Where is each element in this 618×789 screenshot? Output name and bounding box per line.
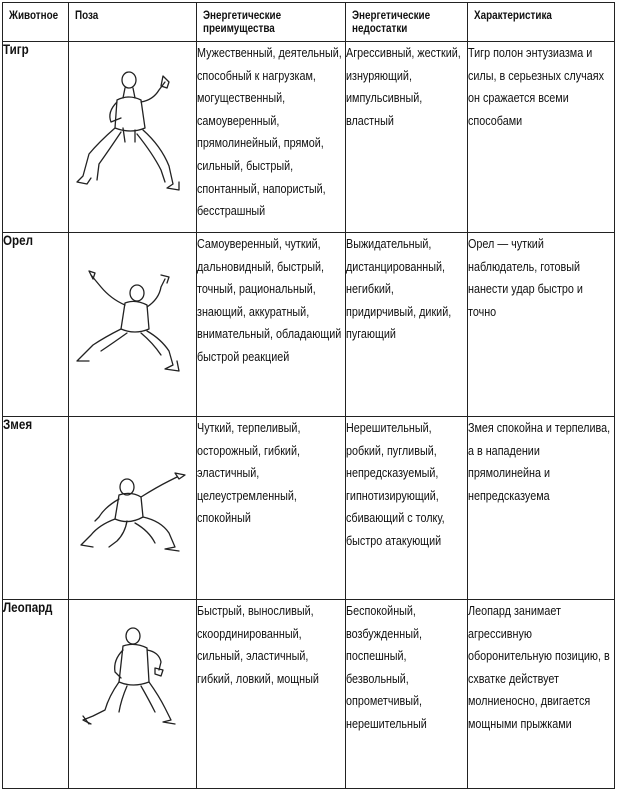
advantages-cell: Мужественный, деятельный, способный к нагрузкам, могущественный, самоуверенный, прямолинейный, прямой, сильный, быстрый, спонтанный, напористый, бесстрашный [197,42,346,233]
animal-styles-table [2,2,615,789]
leopard-stance-figure [69,600,197,789]
header-disadvantages: Энергетические недостатки [346,3,468,42]
snake-stance-icon [69,417,197,599]
table-row [3,233,615,417]
header-characteristic: Характеристика [468,3,615,42]
tiger-stance-figure [69,42,197,233]
advantages-cell: Самоуверенный, чуткий, дальновидный, быстрый, точный, рациональный, знающий, аккуратный, внимательный, обладающий быстрой реакцией [197,233,346,417]
eagle-stance-icon [69,233,197,416]
header-advantages: Энергетические преимущества [197,3,346,42]
eagle-stance-figure [69,233,197,417]
characteristic-cell: Тигр полон энтузиазма и силы, в серьезных случаях он сражается всеми способами [468,42,615,233]
table-row [3,42,615,233]
characteristic-cell: Леопард занимает агрессивную оборонительную позицию, в схватке действует молниеносно, двигается мощными прыжками [468,600,615,789]
header-pose: Поза [69,3,197,42]
header-animal: Животное [3,3,69,42]
animal-name: Орел [3,233,69,417]
table-row [3,600,615,789]
snake-stance-figure [69,417,197,600]
advantages-cell: Быстрый, выносливый, скоординированный, сильный, эластичный, гибкий, ловкий, мощный [197,600,346,789]
characteristic-cell: Орел — чуткий наблюдатель, готовый нанести удар быстро и точно [468,233,615,417]
leopard-stance-icon [69,600,197,788]
disadvantages-cell: Выжидательный, дистанцированный, негибкий, придирчивый, дикий, пугающий [346,233,468,417]
disadvantages-cell: Нерешительный, робкий, пугливый, непредсказуемый, гипнотизирующий, сбивающий с толку, быстро атакующий [346,417,468,600]
animal-name: Леопард [3,600,69,789]
tiger-stance-icon [69,42,197,232]
disadvantages-cell: Беспокойный, возбужденный, поспешный, безвольный, опрометчивый, нерешительный [346,600,468,789]
table-header-row [3,3,615,42]
animal-name: Змея [3,417,69,600]
animal-name: Тигр [3,42,69,233]
characteristic-cell: Змея спокойна и терпелива, а в нападении прямолинейна и непредсказуема [468,417,615,600]
advantages-cell: Чуткий, терпеливый, осторожный, гибкий, эластичный, целеустремленный, спокойный [197,417,346,600]
disadvantages-cell: Агрессивный, жесткий, изнуряющий, импульсивный, властный [346,42,468,233]
table-row [3,417,615,600]
